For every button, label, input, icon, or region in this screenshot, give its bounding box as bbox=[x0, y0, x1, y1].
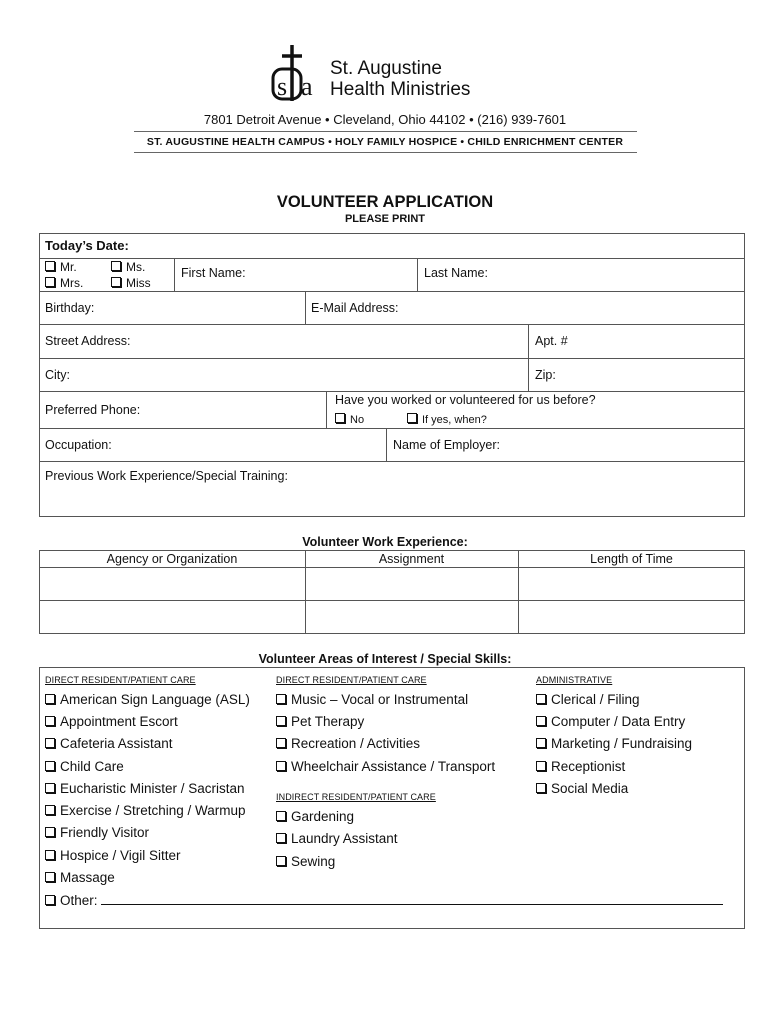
column-header-agency: Agency or Organization bbox=[106, 552, 238, 566]
table-cell[interactable] bbox=[306, 601, 518, 633]
worked-before-question: Have you worked or volunteered for us before? bbox=[335, 393, 596, 407]
row-divider bbox=[39, 258, 745, 259]
interest-checkbox[interactable]: Exercise / Stretching / Warmup bbox=[45, 803, 246, 819]
checkbox-icon bbox=[45, 872, 55, 882]
col-divider bbox=[174, 258, 175, 291]
administrative-heading: ADMINISTRATIVE bbox=[536, 675, 613, 685]
column-header-assignment: Assignment bbox=[378, 552, 445, 566]
campus-list: ST. AUGUSTINE HEALTH CAMPUS • HOLY FAMILY HOSPICE • CHILD ENRICHMENT CENTER bbox=[146, 136, 624, 148]
interests-title: Volunteer Areas of Interest / Special Skills: bbox=[258, 652, 512, 666]
checkbox-icon bbox=[276, 694, 286, 704]
checkbox-icon bbox=[45, 761, 55, 771]
checkbox-icon bbox=[45, 277, 55, 287]
interest-checkbox[interactable]: Eucharistic Minister / Sacristan bbox=[45, 781, 245, 797]
interest-checkbox[interactable]: Receptionist bbox=[536, 759, 625, 775]
salutation-mr[interactable]: Mr. bbox=[45, 260, 77, 274]
interest-checkbox[interactable]: Hospice / Vigil Sitter bbox=[45, 848, 181, 864]
interest-checkbox[interactable]: American Sign Language (ASL) bbox=[45, 692, 250, 708]
other-interest-field[interactable]: Other: bbox=[45, 893, 723, 909]
interest-checkbox[interactable]: Laundry Assistant bbox=[276, 831, 398, 847]
apt-field[interactable]: Apt. # bbox=[535, 334, 568, 348]
row-divider bbox=[39, 428, 745, 429]
row-divider bbox=[39, 324, 745, 325]
interest-checkbox[interactable]: Cafeteria Assistant bbox=[45, 736, 173, 752]
interest-checkbox[interactable]: Appointment Escort bbox=[45, 714, 178, 730]
email-field[interactable]: E-Mail Address: bbox=[311, 301, 399, 315]
direct-care-heading-col2: DIRECT RESIDENT/PATIENT CARE bbox=[276, 675, 427, 685]
col-divider bbox=[386, 428, 387, 461]
checkbox-icon bbox=[276, 716, 286, 726]
row-divider bbox=[39, 358, 745, 359]
city-field[interactable]: City: bbox=[45, 368, 70, 382]
org-name-line1: St. Augustine bbox=[330, 58, 442, 79]
interest-checkbox[interactable]: Computer / Data Entry bbox=[536, 714, 685, 730]
salutation-mrs[interactable]: Mrs. bbox=[45, 276, 83, 290]
checkbox-icon bbox=[111, 277, 121, 287]
previous-experience-field[interactable]: Previous Work Experience/Special Training: bbox=[45, 469, 288, 483]
last-name-field[interactable]: Last Name: bbox=[424, 266, 488, 280]
column-header-length: Length of Time bbox=[590, 552, 673, 566]
table-cell[interactable] bbox=[40, 601, 305, 633]
preferred-phone-field[interactable]: Preferred Phone: bbox=[45, 403, 141, 417]
interest-checkbox[interactable]: Marketing / Fundraising bbox=[536, 736, 692, 752]
col-divider bbox=[528, 324, 529, 391]
interest-checkbox[interactable]: Gardening bbox=[276, 809, 354, 825]
todays-date-field[interactable]: Today’s Date: bbox=[45, 238, 129, 253]
checkbox-icon bbox=[536, 694, 546, 704]
form-subtitle: PLEASE PRINT bbox=[344, 213, 426, 225]
first-name-field[interactable]: First Name: bbox=[181, 266, 246, 280]
row-divider bbox=[39, 461, 745, 462]
checkbox-icon bbox=[276, 856, 286, 866]
employer-field[interactable]: Name of Employer: bbox=[393, 438, 500, 452]
checkbox-icon bbox=[45, 783, 55, 793]
interest-checkbox[interactable]: Clerical / Filing bbox=[536, 692, 640, 708]
table-cell[interactable] bbox=[306, 568, 518, 600]
org-name bbox=[330, 58, 470, 100]
interest-checkbox[interactable]: Child Care bbox=[45, 759, 124, 775]
worked-before-no[interactable]: No bbox=[335, 413, 364, 426]
salutation-ms[interactable]: Ms. bbox=[111, 260, 145, 274]
direct-care-heading: DIRECT RESIDENT/PATIENT CARE bbox=[45, 675, 196, 685]
checkbox-icon bbox=[45, 716, 55, 726]
salutation-miss[interactable]: Miss bbox=[111, 276, 151, 290]
col-divider bbox=[417, 258, 418, 291]
experience-title: Volunteer Work Experience: bbox=[302, 535, 468, 549]
svg-text:s: s bbox=[277, 72, 288, 101]
svg-text:a: a bbox=[301, 72, 313, 101]
interest-checkbox[interactable]: Massage bbox=[45, 870, 115, 886]
col-divider bbox=[305, 291, 306, 324]
row-divider bbox=[39, 391, 745, 392]
interest-checkbox[interactable]: Music – Vocal or Instrumental bbox=[276, 692, 468, 708]
interest-checkbox[interactable]: Social Media bbox=[536, 781, 628, 797]
header-divider-top bbox=[134, 131, 637, 132]
checkbox-icon bbox=[276, 761, 286, 771]
interest-checkbox[interactable]: Sewing bbox=[276, 854, 335, 870]
other-write-in-line[interactable] bbox=[101, 893, 723, 905]
checkbox-icon bbox=[407, 413, 417, 423]
birthday-field[interactable]: Birthday: bbox=[45, 301, 95, 315]
table-cell[interactable] bbox=[519, 601, 744, 633]
checkbox-icon bbox=[536, 783, 546, 793]
zip-field[interactable]: Zip: bbox=[535, 368, 556, 382]
interest-checkbox[interactable]: Wheelchair Assistance / Transport bbox=[276, 759, 495, 775]
checkbox-icon bbox=[45, 694, 55, 704]
checkbox-icon bbox=[536, 716, 546, 726]
checkbox-icon bbox=[335, 413, 345, 423]
street-address-field[interactable]: Street Address: bbox=[45, 334, 131, 348]
interest-checkbox[interactable]: Friendly Visitor bbox=[45, 825, 149, 841]
table-cell[interactable] bbox=[40, 568, 305, 600]
checkbox-icon bbox=[276, 811, 286, 821]
checkbox-icon bbox=[45, 895, 55, 905]
checkbox-icon bbox=[45, 738, 55, 748]
checkbox-icon bbox=[111, 261, 121, 271]
table-cell[interactable] bbox=[519, 568, 744, 600]
org-address: 7801 Detroit Avenue • Cleveland, Ohio 44102 • (216) 939-7601 bbox=[203, 112, 567, 127]
checkbox-icon bbox=[45, 261, 55, 271]
col-divider bbox=[326, 391, 327, 428]
row-divider bbox=[39, 291, 745, 292]
interest-checkbox[interactable]: Pet Therapy bbox=[276, 714, 364, 730]
checkbox-icon bbox=[45, 850, 55, 860]
header-divider-bottom bbox=[134, 152, 637, 153]
checkbox-icon bbox=[45, 805, 55, 815]
interest-checkbox[interactable]: Recreation / Activities bbox=[276, 736, 420, 752]
logo-cross-icon bbox=[271, 45, 325, 103]
occupation-field[interactable]: Occupation: bbox=[45, 438, 112, 452]
checkbox-icon bbox=[536, 761, 546, 771]
checkbox-icon bbox=[276, 833, 286, 843]
indirect-care-heading: INDIRECT RESIDENT/PATIENT CARE bbox=[276, 792, 436, 802]
checkbox-icon bbox=[536, 738, 546, 748]
org-name-line2: Health Ministries bbox=[330, 79, 471, 100]
checkbox-icon bbox=[276, 738, 286, 748]
form-title: VOLUNTEER APPLICATION bbox=[276, 193, 494, 211]
checkbox-icon bbox=[45, 827, 55, 837]
worked-before-yes[interactable]: If yes, when? bbox=[407, 413, 487, 426]
logo bbox=[271, 45, 325, 103]
